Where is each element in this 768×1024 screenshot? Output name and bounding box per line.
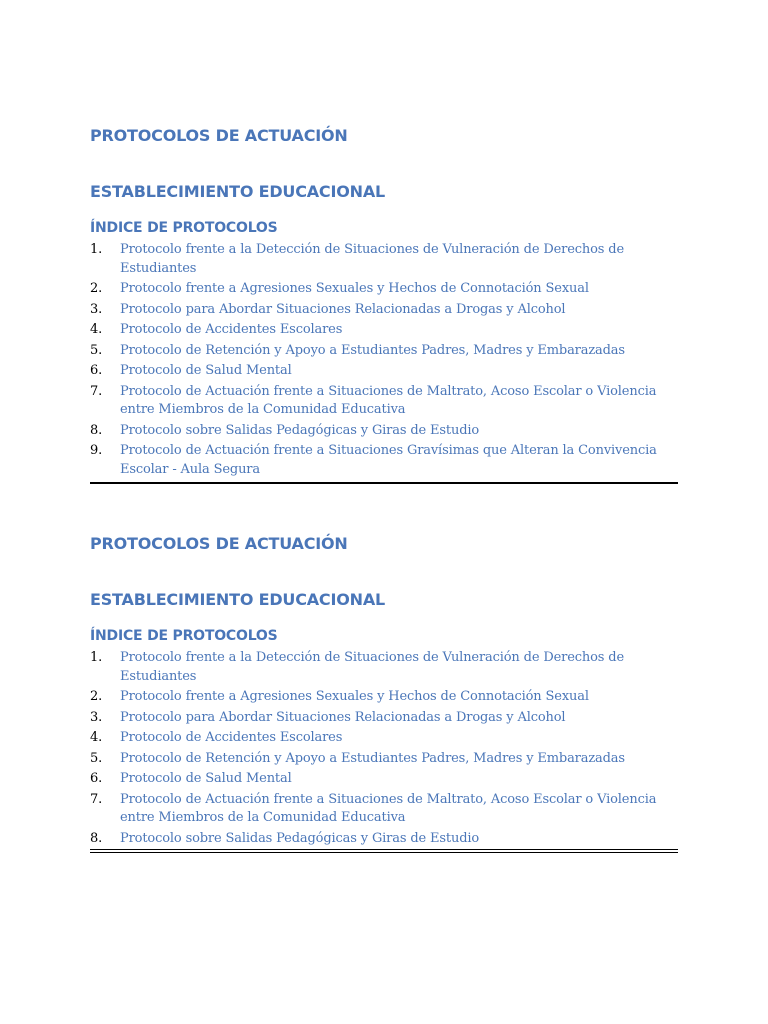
item-number: 7.	[90, 791, 103, 807]
list-item	[90, 709, 678, 728]
list-item	[90, 830, 678, 849]
item-number: 8.	[90, 830, 103, 846]
list-item	[90, 770, 678, 789]
protocol-link[interactable]: Protocolo sobre Salidas Pedagógicas y Giras de Estudio	[120, 830, 480, 846]
list-item	[90, 649, 678, 686]
item-number: 4.	[90, 322, 103, 337]
protocol-section-2	[90, 534, 678, 850]
list-item	[90, 321, 678, 340]
protocol-link[interactable]: Protocolo de Accidentes Escolares	[120, 322, 343, 337]
protocol-link[interactable]: Protocolo de Salud Mental	[120, 771, 292, 786]
item-number: 5.	[90, 750, 103, 766]
item-number: 5.	[90, 342, 103, 358]
protocol-index-list	[90, 241, 678, 479]
school-title: ESTABLECIMIENTO EDUCACIONAL	[90, 182, 385, 201]
list-item	[90, 729, 678, 748]
protocol-link[interactable]: Protocolo de Accidentes Escolares	[120, 730, 343, 745]
list-item	[90, 442, 678, 479]
protocol-section-1	[90, 126, 678, 481]
item-number: 6.	[90, 363, 103, 378]
double-rule-bottom	[90, 852, 678, 853]
item-number: 4.	[90, 730, 103, 745]
list-item	[90, 342, 678, 361]
item-number: 1.	[90, 650, 103, 665]
section-divider	[90, 482, 678, 484]
protocol-link[interactable]: Protocolo sobre Salidas Pedagógicas y Giras de Estudio	[120, 422, 480, 438]
list-item	[90, 422, 678, 441]
item-number: 3.	[90, 709, 103, 725]
list-item	[90, 241, 678, 278]
document-title: PROTOCOLOS DE ACTUACIÓN	[90, 534, 348, 553]
document-title: PROTOCOLOS DE ACTUACIÓN	[90, 126, 348, 145]
protocol-link[interactable]: Protocolo frente a Agresiones Sexuales y Hechos de Connotación Sexual	[120, 281, 589, 296]
item-number: 9.	[90, 443, 103, 458]
protocol-link[interactable]: Protocolo de Actuación frente a Situaciones de Maltrato, Acoso Escolar o Violencia entre Miembros de la Comunidad Educativa	[120, 791, 657, 825]
list-item	[90, 383, 678, 420]
list-item	[90, 301, 678, 320]
protocol-link[interactable]: Protocolo de Actuación frente a Situaciones de Maltrato, Acoso Escolar o Violencia entre Miembros de la Comunidad Educativa	[120, 383, 657, 417]
list-item	[90, 750, 678, 769]
item-number: 7.	[90, 383, 103, 399]
list-item	[90, 688, 678, 707]
index-heading: ÍNDICE DE PROTOCOLOS	[90, 628, 278, 644]
school-title: ESTABLECIMIENTO EDUCACIONAL	[90, 590, 385, 609]
item-number: 2.	[90, 281, 103, 296]
item-number: 2.	[90, 689, 103, 704]
item-number: 8.	[90, 422, 103, 438]
index-heading: ÍNDICE DE PROTOCOLOS	[90, 220, 278, 236]
list-item	[90, 280, 678, 299]
item-number: 3.	[90, 301, 103, 317]
protocol-link[interactable]: Protocolo para Abordar Situaciones Relacionadas a Drogas y Alcohol	[120, 301, 566, 317]
list-item	[90, 791, 678, 828]
item-number: 6.	[90, 771, 103, 786]
protocol-link[interactable]: Protocolo para Abordar Situaciones Relacionadas a Drogas y Alcohol	[120, 709, 566, 725]
protocol-link[interactable]: Protocolo de Actuación frente a Situaciones Gravísimas que Alteran la Convivencia Escolar - Aula Segura	[120, 443, 657, 477]
list-item	[90, 362, 678, 381]
protocol-link[interactable]: Protocolo de Retención y Apoyo a Estudiantes Padres, Madres y Embarazadas	[120, 342, 625, 358]
protocol-link[interactable]: Protocolo de Retención y Apoyo a Estudiantes Padres, Madres y Embarazadas	[120, 750, 625, 766]
item-number: 1.	[90, 242, 103, 257]
protocol-link[interactable]: Protocolo frente a la Detección de Situaciones de Vulneración de Derechos de Estudiantes	[120, 650, 625, 684]
protocol-link[interactable]: Protocolo frente a la Detección de Situaciones de Vulneración de Derechos de Estudiantes	[120, 242, 625, 276]
double-rule-top	[90, 849, 678, 850]
protocol-link[interactable]: Protocolo frente a Agresiones Sexuales y Hechos de Connotación Sexual	[120, 689, 589, 704]
protocol-index-list	[90, 649, 678, 848]
protocol-link[interactable]: Protocolo de Salud Mental	[120, 363, 292, 378]
